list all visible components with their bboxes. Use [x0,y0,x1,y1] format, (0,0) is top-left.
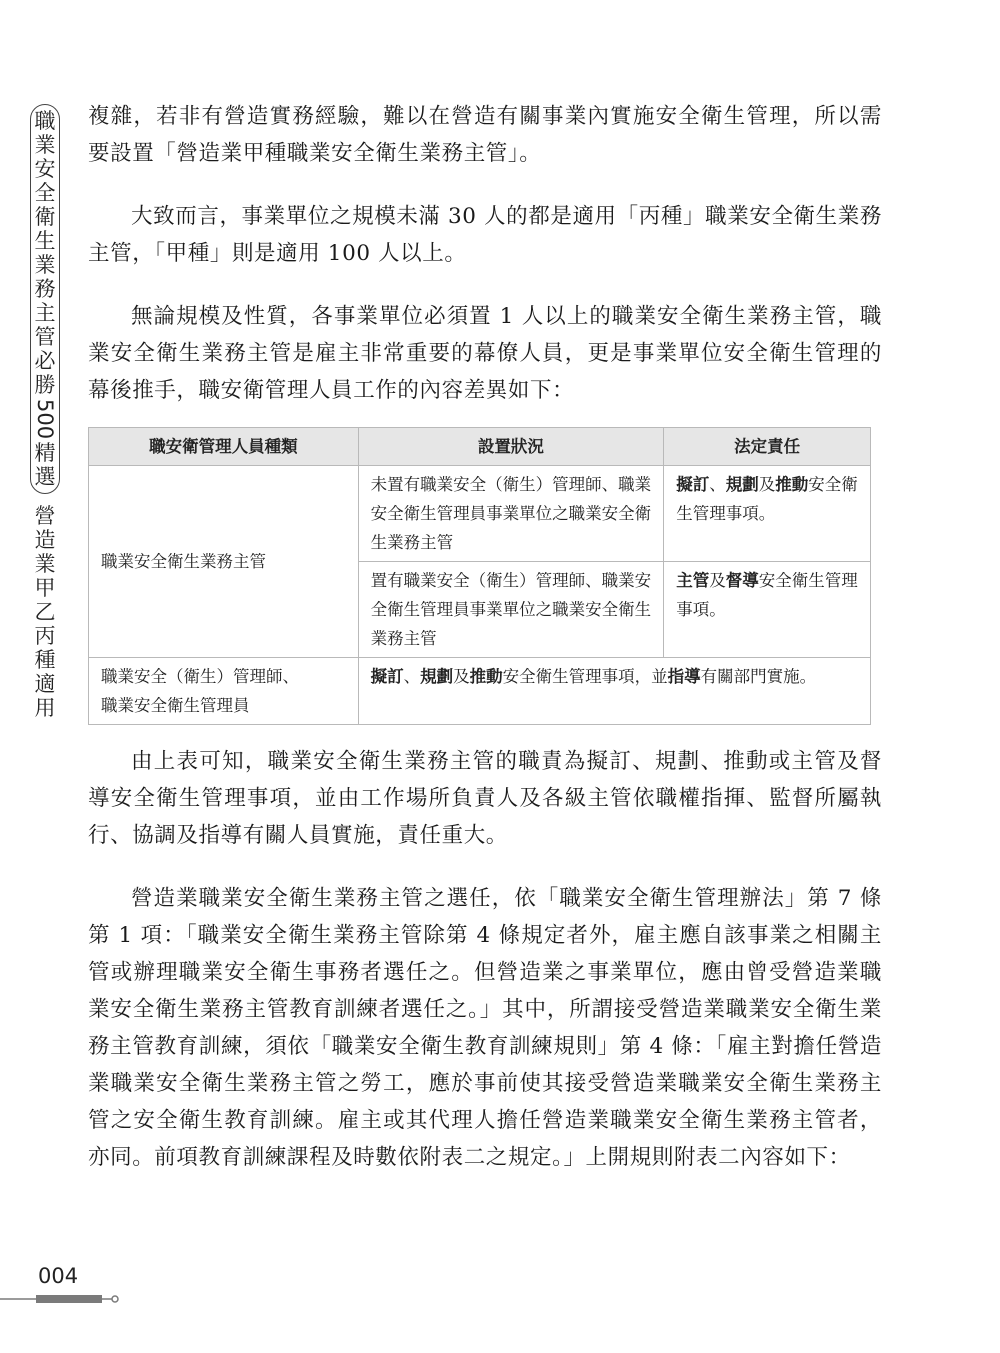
chapter-title-char: 丙 [34,624,56,649]
series-title-char: 安 [34,157,56,181]
series-title-number: 500 [33,399,57,440]
paragraph: 無論規模及性質，各事業單位必須置 1 人以上的職業安全衛生業務主管，職業安全衛生業務主管是雇主非常重要的幕僚人員，更是事業單位安全衛生管理的幕後推手，職安衛管理人員工作的內容差異如下： [88,304,882,403]
table-cell-duty [358,658,870,725]
series-title-char: 業 [34,133,56,157]
duty-text: 、 [709,475,726,494]
duty-text: 、 [403,667,421,686]
table-cell-type: 職業安全衛生業務主管 [89,466,359,658]
series-title-char: 業 [34,253,56,277]
bold-term: 推動 [775,475,809,494]
chapter-title-char: 種 [34,648,56,673]
series-title-char: 選 [34,465,56,490]
table-header-row [89,428,871,466]
series-title-box [30,104,60,494]
duty-text: 及 [758,475,776,494]
chapter-title-char: 用 [34,696,56,721]
body-text-top [88,98,882,409]
duty-text: 安全衛生管理事項。 [676,475,858,523]
paragraph: 大致而言，事業單位之規模未滿 30 人的都是適用「丙種」職業安全衛生業務主管，「甲種」則是適用 100 人以上。 [88,204,882,266]
table-cell-status: 未置有職業安全（衛生）管理師、職業安全衛生管理員事業單位之職業安全衛生業務主管 [358,466,664,562]
series-title-char: 衛 [34,205,56,229]
series-title-char: 管 [34,325,56,349]
duty-text: 安全衛生管理事項，並 [502,667,668,686]
paragraph: 由上表可知，職業安全衛生業務主管的職責為擬訂、規劃、推動或主管及督導安全衛生管理事項，並由工作場所負責人及各級主管依職權指揮、監督所屬執行、協調及指導有關人員實施，責任重大。 [88,749,882,848]
table-header-cell: 法定責任 [664,428,871,466]
series-title-char: 精 [34,441,56,466]
bold-term: 督導 [725,571,759,590]
body-text-bottom [88,743,882,1176]
bold-term: 規劃 [420,667,454,686]
series-title-char: 主 [34,301,56,325]
table-cell-duty [664,466,871,562]
bold-term: 指導 [667,667,701,686]
series-title-char: 勝 [34,373,56,397]
series-title-char: 務 [34,277,56,301]
side-title [30,104,60,720]
footer-rule-icon [0,1294,120,1304]
table-cell-type [89,658,359,725]
table-row [89,466,871,562]
duty-comparison-table [88,427,871,725]
bold-term: 規劃 [725,475,759,494]
type-line: 職業安全（衛生）管理師、 [101,667,299,686]
duty-text: 有關部門實施。 [700,667,817,686]
paragraph: 複雜，若非有營造實務經驗，難以在營造有關事業內實施安全衛生管理，所以需要設置「營造業甲種職業安全衛生業務主管」。 [88,104,882,166]
duty-text: 及 [453,667,470,686]
series-title-char: 全 [34,181,56,205]
chapter-title-char: 造 [34,528,56,553]
paragraph: 營造業職業安全衛生業務主管之選任，依「職業安全衛生管理辦法」第 7 條第 1 項：「職業安全衛生業務主管除第 4 條規定者外，雇主應自該事業之相關主管或辦理職業安全衛生事務者選任之。但營造業之事業單位，應由曾受營造業職業安全衛生業務主管教育訓練者選任之。」其中，所謂接受營造業職業安全衛生業務主管教育訓練，須依「職業安全衛生教育訓練規則」第 4 條：「雇主對擔任營造業職業安全衛生業務主管之勞工，應於事前使其接受營造業職業安全衛生業務主管之安全衛生教育訓練。雇主或其代理人擔任營造業職業安全衛生業務主管者，亦同。前項教育訓練課程及時數依附表二之規定。」上開規則附表二內容如下： [88,886,882,1170]
chapter-title-char: 營 [34,504,56,529]
page-number: 004 [38,1264,79,1288]
bold-term: 擬訂 [370,667,404,686]
series-title-char: 必 [34,349,56,373]
bold-term: 擬訂 [676,475,710,494]
table-cell-duty [664,562,871,658]
series-title-char: 生 [34,229,56,253]
bold-term: 推動 [469,667,503,686]
table-header-cell: 設置狀況 [358,428,664,466]
table-header-cell: 職安衛管理人員種類 [89,428,359,466]
chapter-title-char: 適 [34,672,56,697]
bold-term: 主管 [676,571,710,590]
type-line: 職業安全衛生管理員 [101,696,250,715]
duty-text: 安全衛生管理事項。 [676,571,858,619]
duty-text: 及 [709,571,726,590]
table-row [89,658,871,725]
chapter-title-char: 甲 [34,576,56,601]
chapter-title-char: 業 [34,552,56,577]
table-cell-status: 置有職業安全（衛生）管理師、職業安全衛生管理員事業單位之職業安全衛生業務主管 [358,562,664,658]
chapter-title-char: 乙 [34,600,56,625]
series-title-char: 職 [34,109,56,133]
chapter-title [31,504,59,720]
